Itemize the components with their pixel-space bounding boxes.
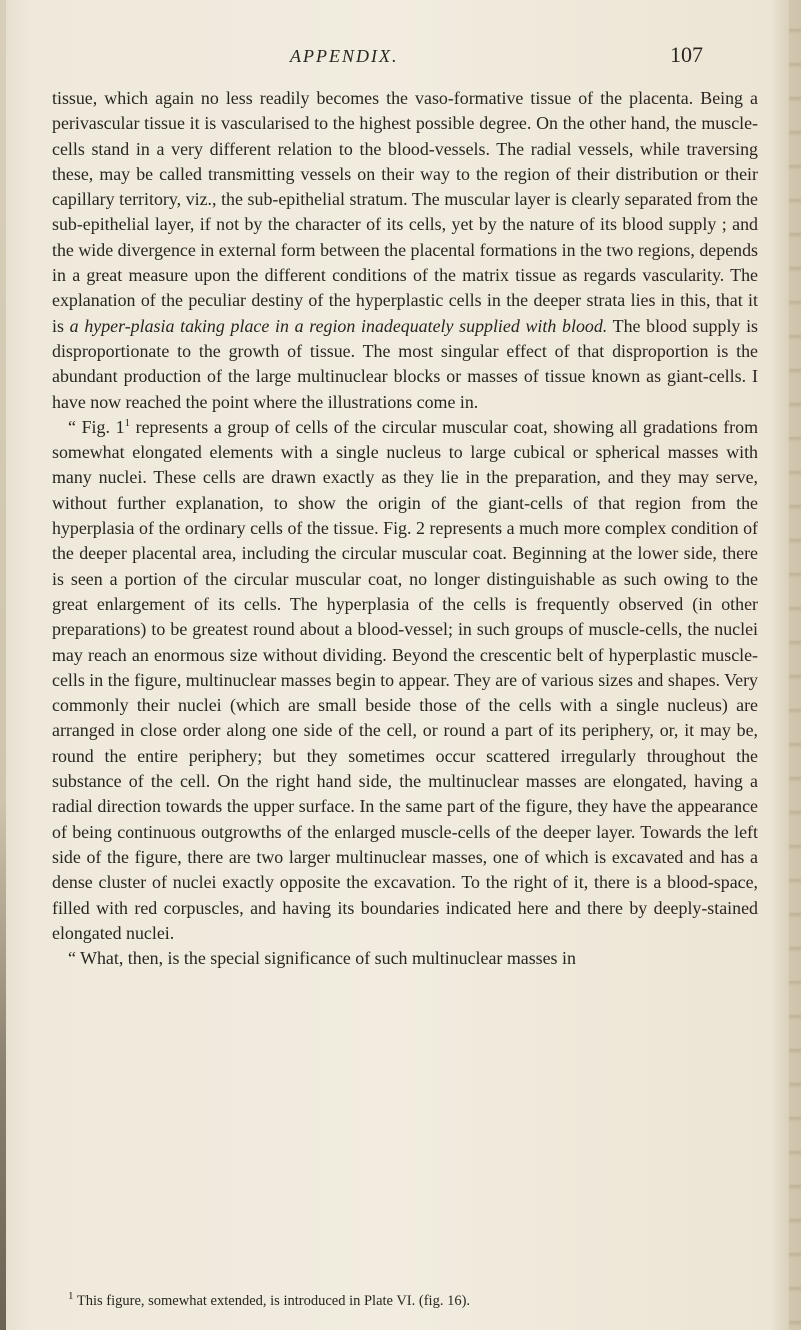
page-right-edge [789, 0, 801, 1330]
footnote [68, 1291, 758, 1311]
paragraph-1 [52, 86, 758, 415]
paragraph-text: tissue, which again no less readily becomes the vaso-formative tissue of the placenta. Being a perivascular tissue it is vascularised to the highest possible degree. On the other hand, the muscle-cells stand in a very different relation to the blood-vessels. The radial vessels, while traversing these, may be called transmitting vessels on their way to the region of their distribution or their capillary territory, viz., the sub-epithelial stratum. The muscular layer is clearly separated from the sub-epithelial layer, if not by the character of its cells, yet by the nature of its blood supply ; and the wide divergence in external form between the placental formations in the two regions, depends in a great measure upon the different conditions of the matrix tissue as regards vascularity. The explanation of the peculiar destiny of the hyperplastic cells in the deeper strata lies in this, that it is [52, 88, 758, 336]
running-title: APPENDIX. [290, 46, 399, 66]
page-number: 107 [670, 42, 703, 67]
paragraph-text: represents a group of cells of the circular muscular coat, showing all gradations from somewhat elongated elements with a single nucleus to large cubical or spherical masses with many nuclei. These cells are drawn exactly as they lie in the preparation, and they may serve, without further explanation, to show the origin of the giant-cells of that region from the hyperplasia of the ordinary cells of the tissue. Fig. 2 represents a much more complex condition of the deeper placental area, including the circular muscular coat. Beginning at the lower side, there is seen a portion of the circular muscular coat, no longer distinguishable as such owing to the great enlargement of its cells. The hyperplasia of the cells is frequently observed (in other preparations) to be greatest round about a blood-vessel; in such groups of muscle-cells, the nuclei may reach an enormous size without dividing. Beyond the crescentic belt of hyperplastic muscle-cells in the figure, multinuclear masses begin to appear. They are of various sizes and shapes. Very commonly their nuclei (which are small beside those of the cells with a single nucleus) are arranged in close order along one side of the cell, or round a part of its periphery, or, it may be, round the entire periphery; but they sometimes occur scattered irregularly throughout the substance of the cell. On the right hand side, the multinuclear masses are elongated, having a radial direction towards the upper surface. In the same part of the figure, they have the appearance of being continuous outgrowths of the enlarged muscle-cells of the deeper layer. Towards the left side of the figure, there are two larger multinuclear masses, one of which is excavated and has a dense cluster of nuclei exactly opposite the excavation. To the right of it, there is a blood-space, filled with red corpuscles, and having its boundaries indicated here and there by deeply-stained elongated nuclei. [52, 416, 758, 943]
footnote-marker: 1 [68, 1290, 74, 1303]
footnote-reference: 1 [124, 416, 131, 429]
paragraph-2 [52, 415, 758, 946]
italic-emphasis: a hyper-plasia taking place in a region inadequately supplied with blood. [69, 315, 608, 336]
page-header [0, 42, 801, 72]
paragraph-3 [52, 946, 758, 971]
page-left-edge [0, 0, 6, 1330]
footnote-text: This figure, somewhat extended, is introduced in Plate VI. (fig. 16). [73, 1293, 471, 1309]
paragraph-text: “ Fig. 1 [68, 416, 125, 437]
paragraph-text: The blood supply is disproportionate to the growth of tissue. The most singular effect of that disproportion is the abundant production of the large multinuclear blocks or masses of tissue known as giant-cells. I have now reached the point where the illustrations come in. [52, 315, 759, 412]
paragraph-text: “ What, then, is the special significance of such multinuclear masses in [68, 948, 576, 969]
body-text [52, 86, 758, 971]
